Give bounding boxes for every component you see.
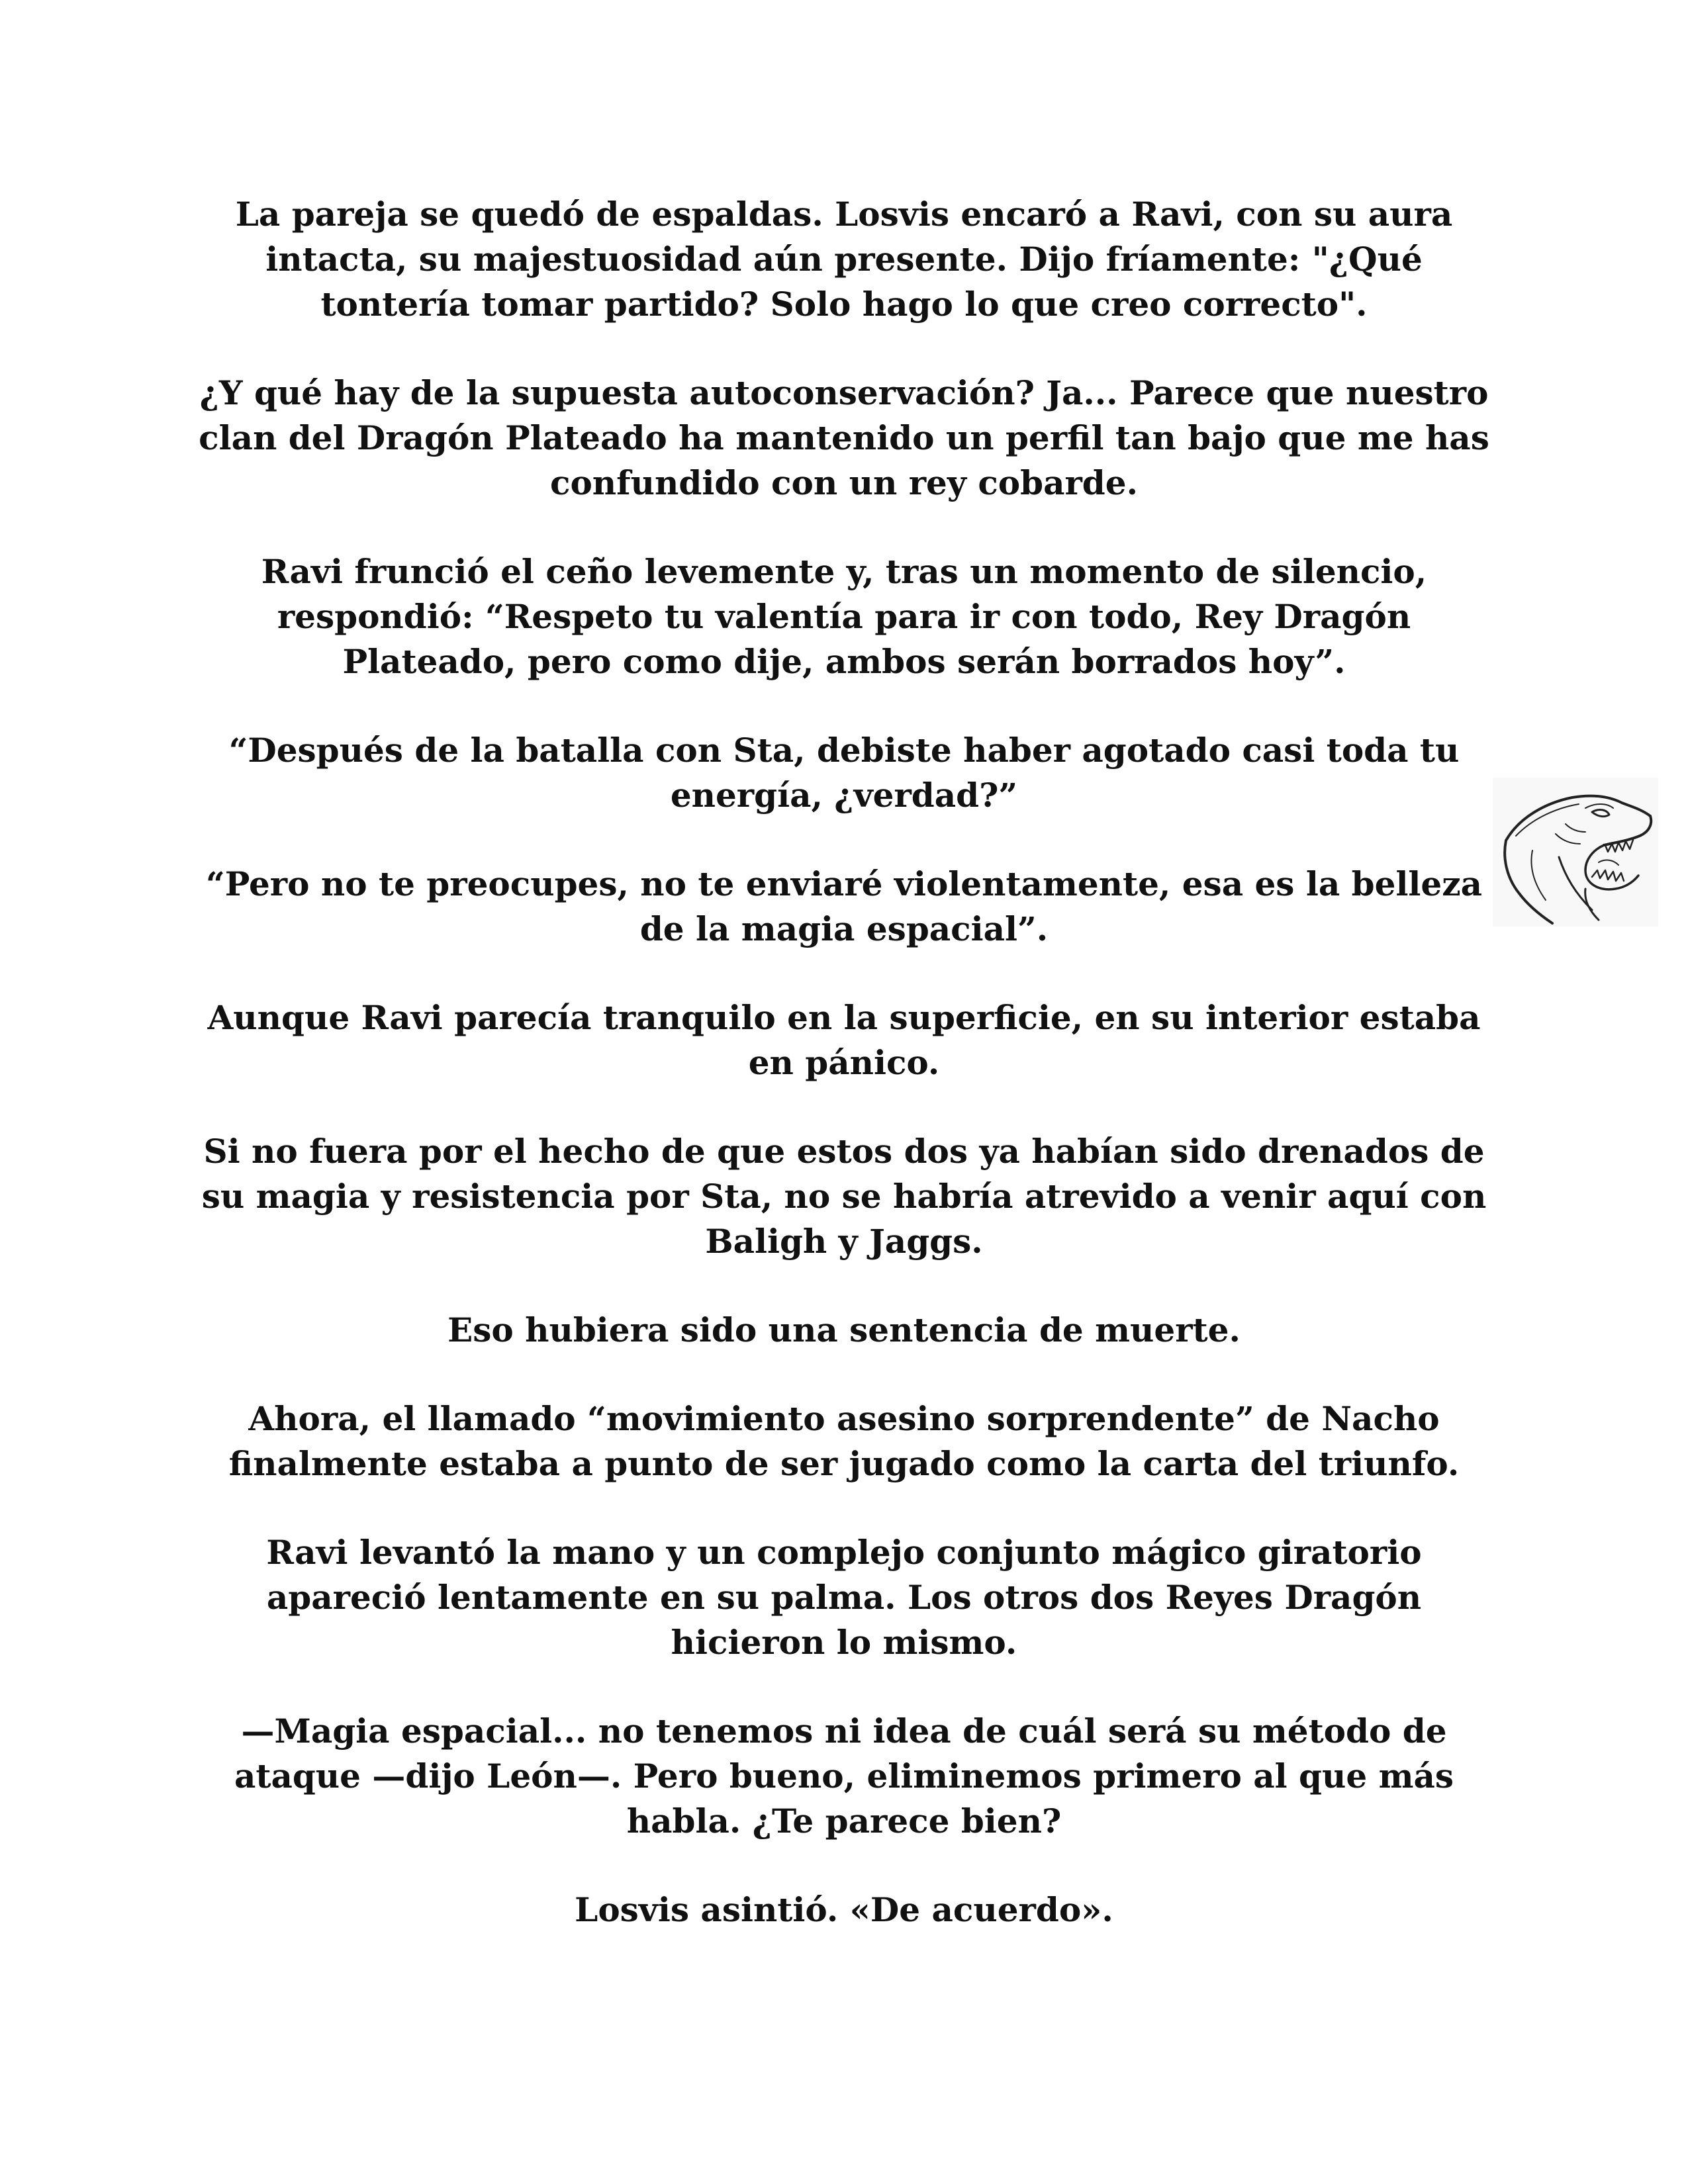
page-body	[185, 192, 1503, 1976]
paragraph-11: —Magia espacial... no tenemos ni idea de cuál será su método de ataque —dijo León—. Pero bueno, eliminemos primero al que más habla. ¿Te parece bien?	[234, 1711, 1454, 1841]
paragraph-2: ¿Y qué hay de la supuesta autoconservación? Ja... Parece que nuestro clan del Dragón Plateado ha mantenido un perfil tan bajo que me has confundido con un rey cobarde.	[199, 373, 1489, 502]
paragraph-3: Ravi frunció el ceño levemente y, tras un momento de silencio, respondió: “Respeto tu valentía para ir con todo, Rey Dragón Plateado, pero como dije, ambos serán borrados hoy”.	[261, 552, 1427, 681]
paragraph-5: “Pero no te preocupes, no te enviaré violentamente, esa es la belleza de la magia espacial”.	[205, 864, 1483, 948]
paragraph-10: Ravi levantó la mano y un complejo conjunto mágico giratorio apareció lentamente en su palma. Los otros dos Reyes Dragón hicieron lo mismo.	[266, 1533, 1422, 1662]
paragraph-4: “Después de la batalla con Sta, debiste haber agotado casi toda tu energía, ¿verdad?”	[228, 731, 1460, 815]
dinosaur-head-sketch-icon	[1493, 778, 1658, 927]
paragraph-6: Aunque Ravi parecía tranquilo en la superficie, en su interior estaba en pánico.	[207, 998, 1481, 1082]
paragraph-12: Losvis asintió. «De acuerdo».	[575, 1890, 1113, 1929]
paragraph-7: Si no fuera por el hecho de que estos dos ya habían sido drenados de su magia y resistencia por Sta, no se habría atrevido a venir aquí con Baligh y Jaggs.	[201, 1132, 1487, 1261]
paragraph-8: Eso hubiera sido una sentencia de muerte.	[447, 1310, 1241, 1349]
paragraph-1: La pareja se quedó de espaldas. Losvis encaró a Ravi, con su aura intacta, su majestuosidad aún presente. Dijo fríamente: "¿Qué tontería tomar partido? Solo hago lo que creo correcto".	[235, 195, 1453, 324]
paragraph-9: Ahora, el llamado “movimiento asesino sorprendente” de Nacho finalmente estaba a punto de ser jugado como la carta del triunfo.	[228, 1399, 1460, 1483]
